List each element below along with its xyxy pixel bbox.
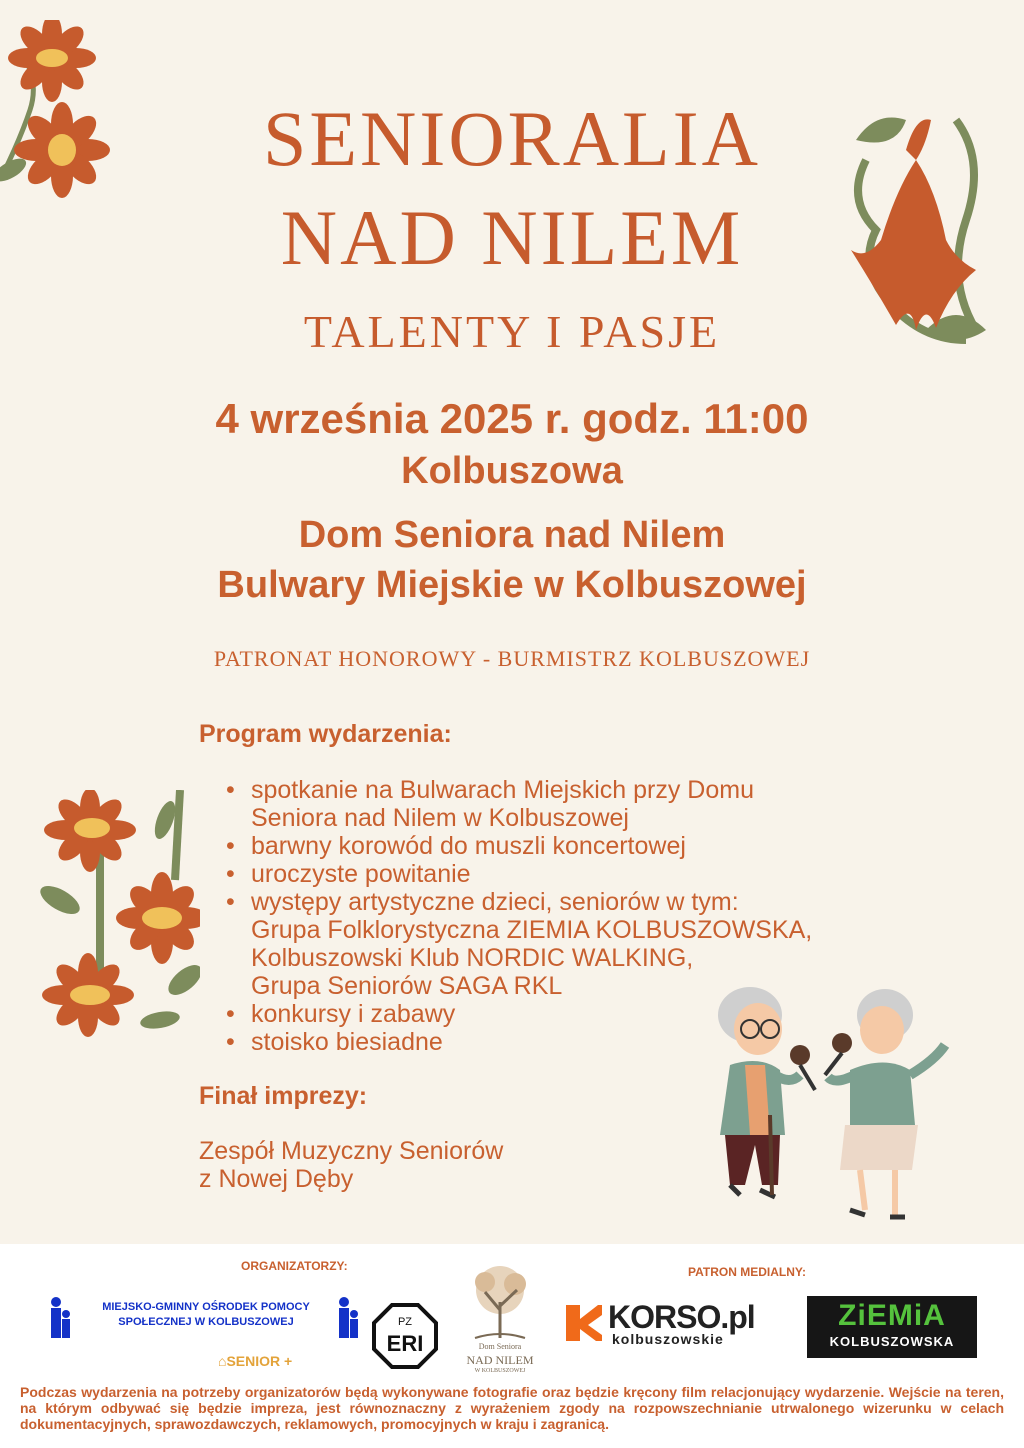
program-item-line: barwny korowód do muszli koncertowej [251, 832, 686, 860]
program-list-item [226, 860, 812, 888]
event-venue-line1: Dom Seniora nad Nilem [298, 514, 726, 556]
bullet-icon: • [226, 1000, 235, 1028]
photo-consent-disclaimer: Podczas wydarzenia na potrzeby organizatorów będą wykonywane fotografie oraz będzie kręcony film relacjonujący wydarzenie. Wejście na teren, na którym odbywać się będzie impreza, jest równoznaczny z wyrażeniem zgody na rozpowszechnianie utrwalonego wizerunku w celach dokumentacyjnych, sprawozdawczych, reklamowych, promocyjnych w kraju i zagranicą. [20, 1384, 1004, 1432]
bullet-icon: • [226, 860, 235, 888]
program-item-line: Grupa Seniorów SAGA RKL [251, 972, 563, 1000]
dom-logo-line3: W KOLBUSZOWEJ [474, 1368, 526, 1374]
program-item-line: uroczyste powitanie [251, 860, 471, 888]
senior-plus-logo [218, 1353, 292, 1369]
singing-seniors-illustration-icon [700, 985, 965, 1225]
tree-icon [465, 1262, 535, 1340]
page-title-line2: NAD NILEM [280, 194, 744, 281]
family-icon [48, 1296, 72, 1340]
pzeri-bottom-text: ERI [386, 1331, 424, 1356]
dom-seniora-logo [450, 1262, 550, 1380]
house-icon: ⌂ [218, 1353, 227, 1369]
program-list-item [226, 888, 812, 1000]
program-item-line: Grupa Folklorystyczna ZIEMIA KOLBUSZOWSKA, [251, 916, 813, 944]
finale-performer-line1: Zespół Muzyczny Seniorów [199, 1137, 504, 1165]
dom-logo-line2: NAD NILEM [466, 1353, 534, 1367]
korso-k-icon [562, 1301, 606, 1345]
media-patron-label: PATRON MEDIALNY: [688, 1265, 806, 1279]
program-item-line: konkursy i zabawy [251, 1000, 456, 1028]
mgops-name-line2: SPOŁECZNEJ W KOLBUSZOWEJ [118, 1316, 294, 1328]
dom-logo-line1: Dom Seniora [478, 1342, 522, 1351]
organizers-label: ORGANIZATORZY: [241, 1259, 348, 1273]
program-list-item [226, 832, 812, 860]
program-list-item [226, 776, 812, 832]
program-item-line: spotkanie na Bulwarach Miejskich przy Domu [251, 776, 754, 804]
bullet-icon: • [226, 776, 235, 804]
program-item-line: Seniora nad Nilem w Kolbuszowej [251, 804, 629, 832]
finale-performer-line2: z Nowej Dęby [199, 1165, 354, 1193]
mgops-name-line1: MIEJSKO-GMINNY OŚRODEK POMOCY [102, 1301, 310, 1313]
pzeri-logo [372, 1303, 438, 1369]
korso-logo [562, 1299, 782, 1349]
ziemia-name: ZiEMiA [838, 1299, 946, 1332]
event-date-time: 4 września 2025 r. godz. 11:00 [215, 395, 809, 442]
bullet-icon: • [226, 1028, 235, 1056]
program-item-line: stoisko biesiadne [251, 1028, 443, 1056]
family-icon [336, 1296, 360, 1340]
event-city: Kolbuszowa [401, 450, 623, 492]
korso-subtitle: kolbuszowskie [612, 1331, 724, 1347]
flower-decoration-left-icon [40, 790, 200, 1040]
finale-heading: Finał imprezy: [199, 1082, 368, 1110]
korso-tld: .pl [720, 1299, 755, 1335]
program-heading: Program wydarzenia: [199, 720, 452, 748]
event-venue-line2: Bulwary Miejskie w Kolbuszowej [217, 564, 807, 606]
bullet-icon: • [226, 888, 235, 916]
korso-name-text: KORSO [608, 1299, 721, 1335]
bullet-icon: • [226, 832, 235, 860]
senior-plus-text: SENIOR + [226, 1353, 293, 1369]
program-item-line: występy artystyczne dzieci, seniorów w tym: [251, 888, 739, 916]
page-title-line1: SENIORALIA [263, 95, 761, 182]
pzeri-top-text: PZ [397, 1316, 413, 1328]
ziemia-subtitle: KOLBUSZOWSKA [829, 1334, 955, 1349]
program-item-line: Kolbuszowski Klub NORDIC WALKING, [251, 944, 694, 972]
mgops-logo [48, 1296, 360, 1340]
ziemia-kolbuszowska-logo [807, 1296, 977, 1358]
honorary-patronage: PATRONAT HONOROWY - BURMISTRZ KOLBUSZOWEJ [213, 646, 811, 671]
page-subtitle: TALENTY I PASJE [303, 306, 721, 357]
